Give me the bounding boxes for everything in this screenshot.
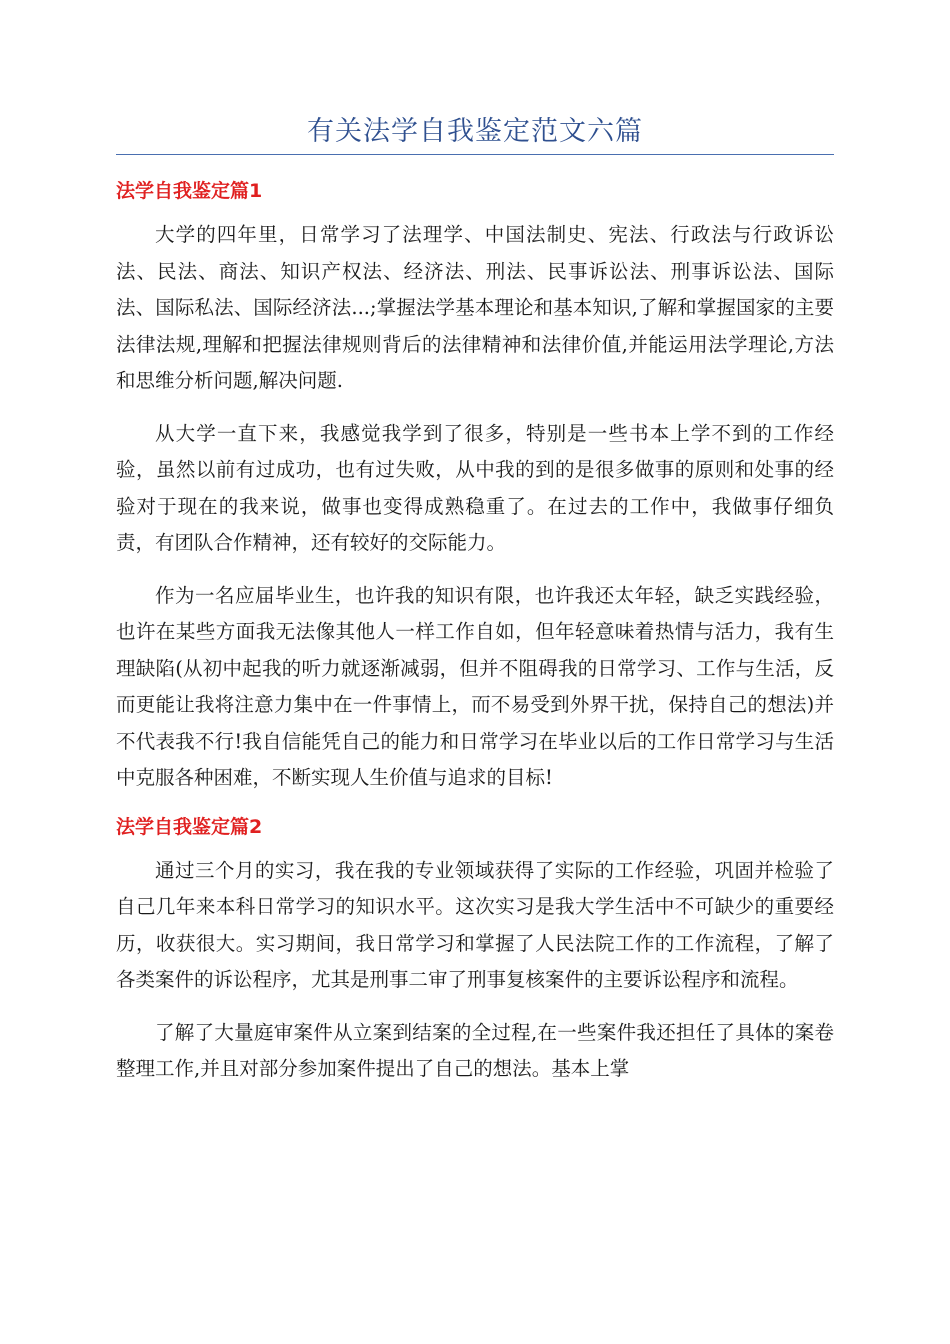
document-title: 有关法学自我鉴定范文六篇 <box>307 116 643 147</box>
paragraph: 从大学一直下来，我感觉我学到了很多，特别是一些书本上学不到的工作经验，虽然以前有过成功，也有过失败，从中我的到的是很多做事的原则和处事的经验对于现在的我来说，做事也变得成熟稳重了。在过去的工作中，我做事仔细负责，有团队合作精神，还有较好的交际能力。 <box>116 421 834 554</box>
document-page <box>116 112 834 1104</box>
paragraph: 了解了大量庭审案件从立案到结案的全过程,在一些案件我还担任了具体的案卷整理工作,并且对部分参加案件提出了自己的想法。基本上掌 <box>116 1020 834 1080</box>
section-1 <box>116 177 834 797</box>
paragraph: 大学的四年里，日常学习了法理学、中国法制史、宪法、行政法与行政诉讼法、民法、商法、知识产权法、经济法、刑法、民事诉讼法、刑事诉讼法、国际法、国际私法、国际经济法...;掌握法学基本理论和基本知识,了解和掌握国家的主要法律法规,理解和把握法律规则背后的法律精神和法律价值,并能运用法学理论,方法和思维分析问题,解决问题. <box>116 223 834 392</box>
section-heading: 法学自我鉴定篇1 <box>116 180 263 202</box>
paragraph: 通过三个月的实习，我在我的专业领域获得了实际的工作经验，巩固并检验了自己几年来本科日常学习的知识水平。这次实习是我大学生活中不可缺少的重要经历，收获很大。实习期间，我日常学习和掌握了人民法院工作的工作流程，了解了各类案件的诉讼程序，尤其是刑事二审了刑事复核案件的主要诉讼程序和流程。 <box>116 858 834 991</box>
section-heading: 法学自我鉴定篇2 <box>116 815 263 838</box>
paragraph: 作为一名应届毕业生，也许我的知识有限，也许我还太年轻，缺乏实践经验，也许在某些方面我无法像其他人一样工作自如，但年轻意味着热情与活力，我有生理缺陷(从初中起我的听力就逐渐减弱，但并不阻碍我的日常学习、工作与生活，反而更能让我将注意力集中在一件事情上，而不易受到外界干扰，保持自己的想法)并不代表我不行!我自信能凭自己的能力和日常学习在毕业以后的工作日常学习与生活中克服各种困难，不断实现人生价值与追求的目标! <box>116 583 834 789</box>
section-2 <box>116 813 834 1088</box>
title-divider <box>116 154 834 155</box>
